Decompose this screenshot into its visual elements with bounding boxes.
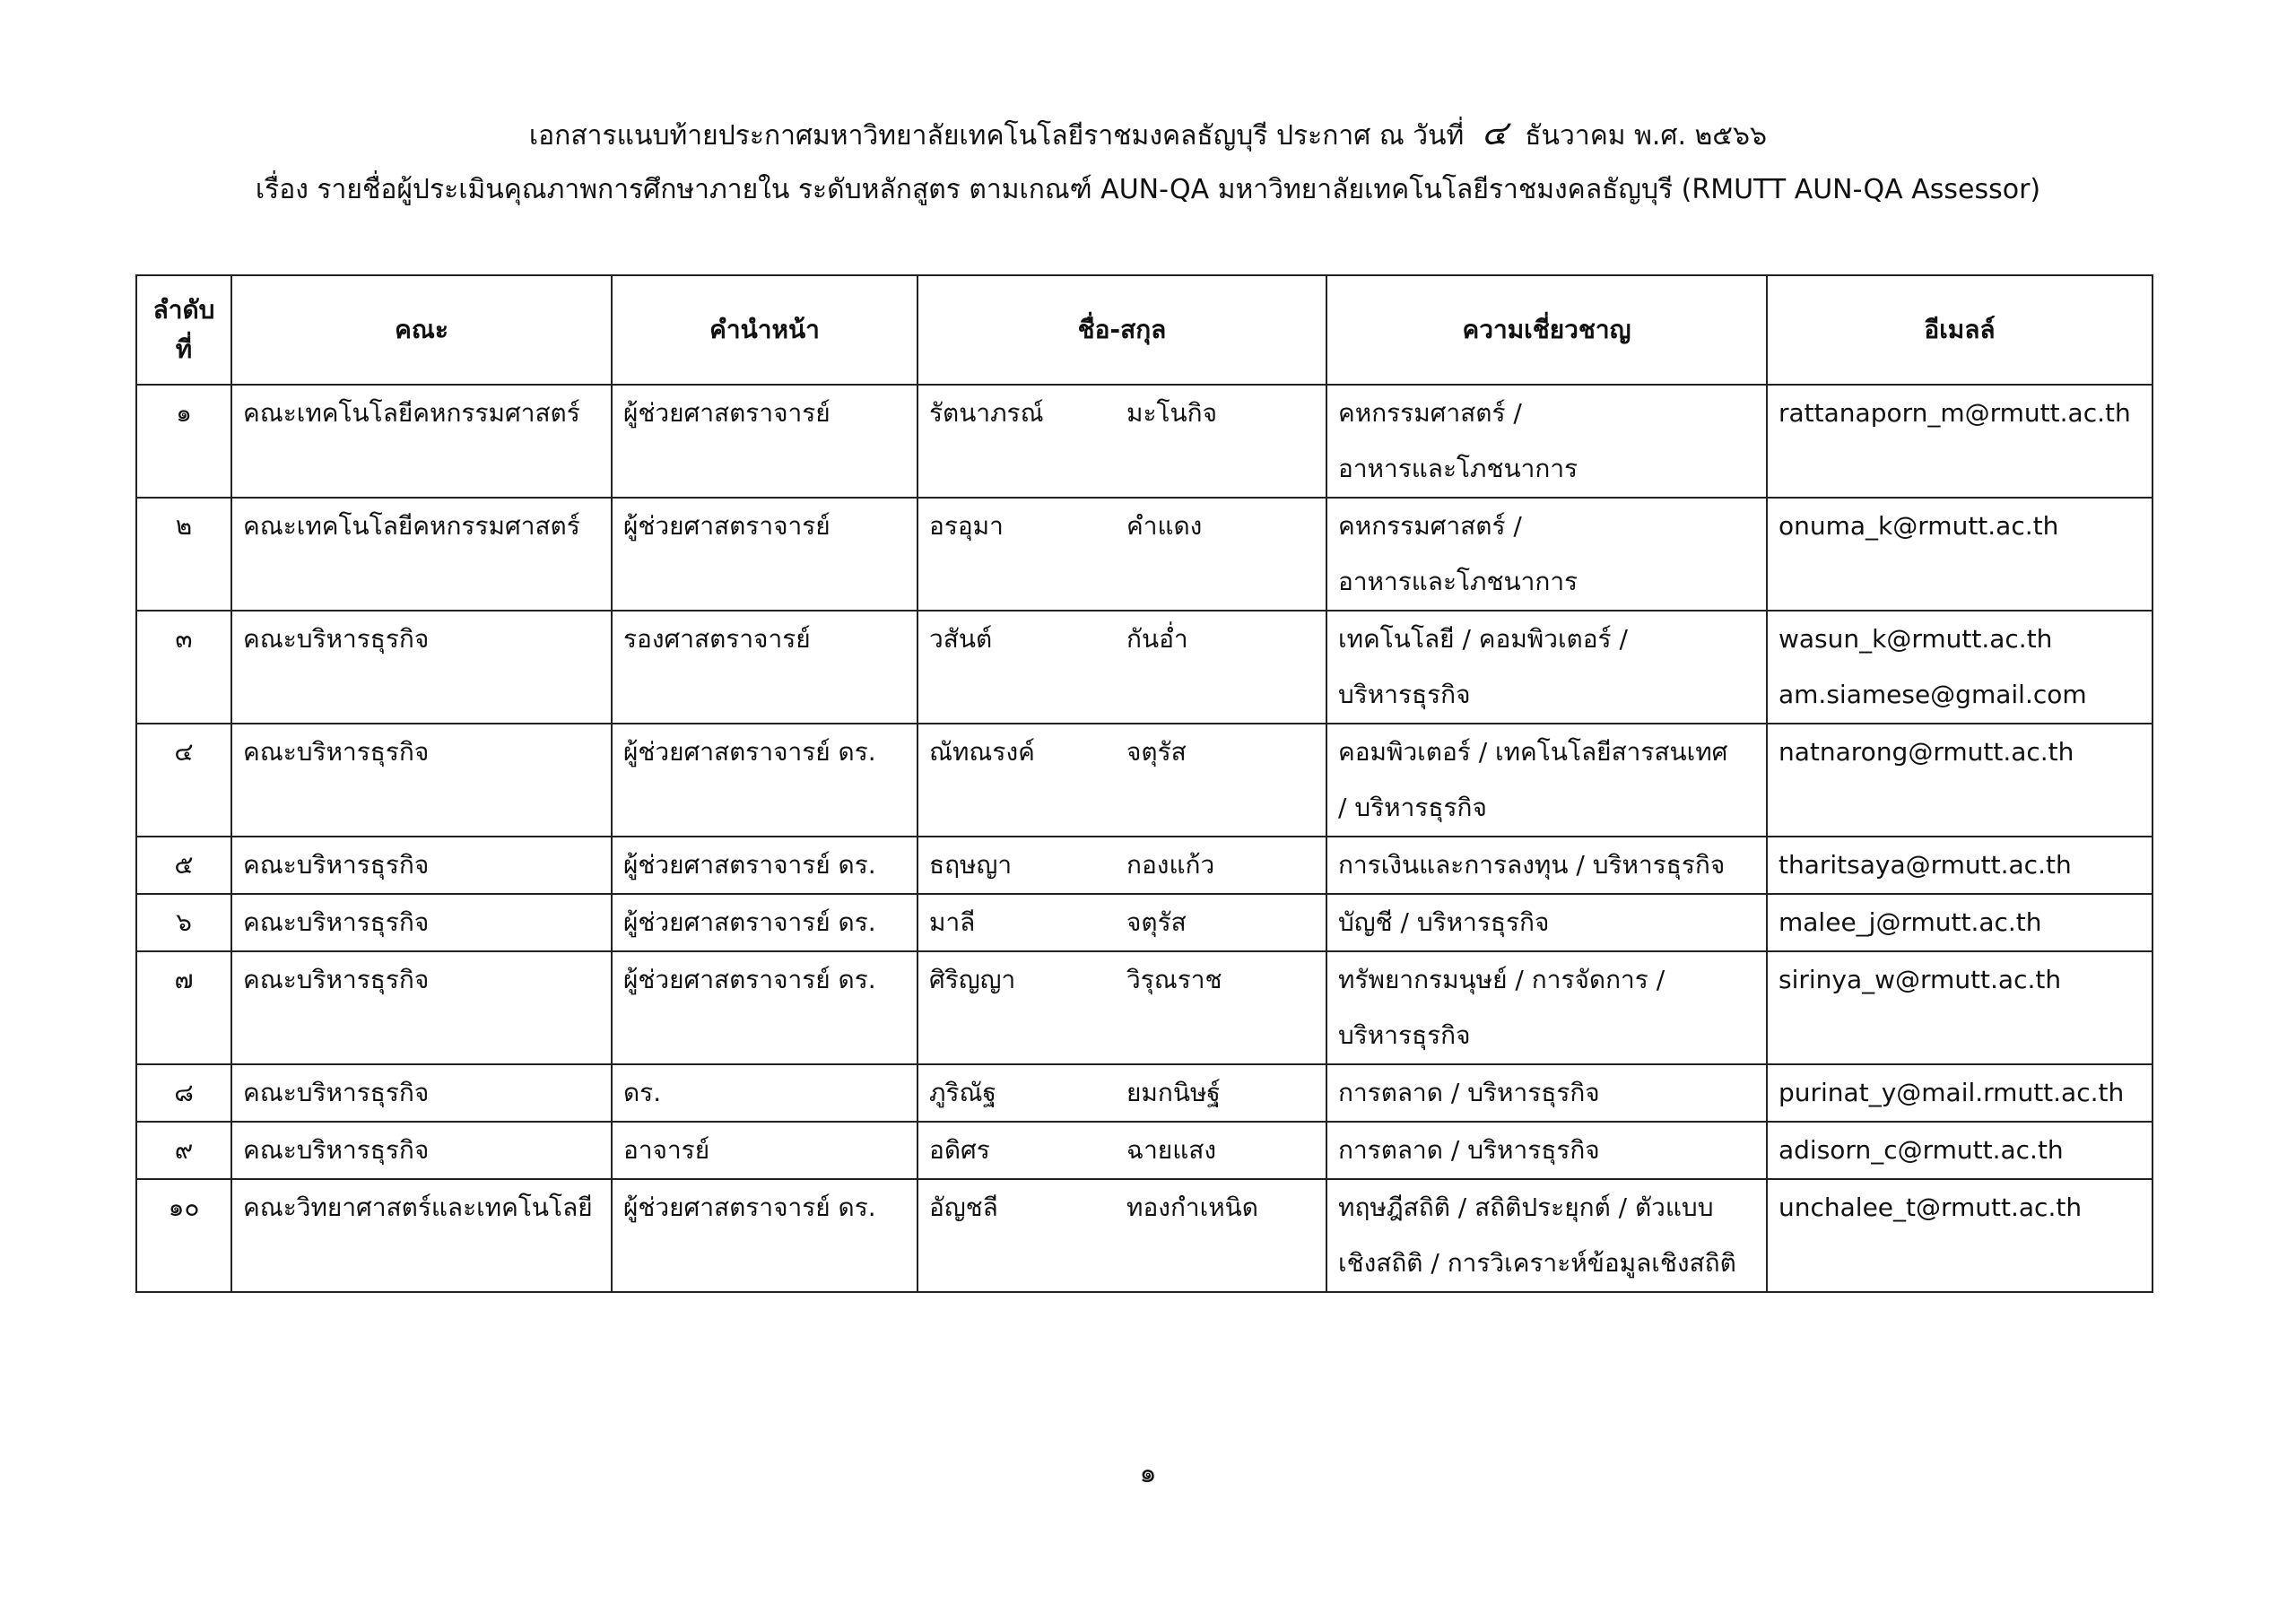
row-email-1[interactable]: onuma_k@rmutt.ac.th [1779,511,2059,541]
row-first-name: ธฤษญา [929,850,1013,880]
row-email [1767,837,2152,894]
row-faculty: คณะบริหารธุรกิจ [231,1064,612,1122]
table-row [136,1122,2152,1179]
row-expertise-line-2: / บริหารธุรกิจ [1338,793,1487,822]
row-last-name: จตุรัส [1126,907,1187,937]
row-email-1[interactable]: tharitsaya@rmutt.ac.th [1779,850,2072,880]
row-email-1[interactable]: adisorn_c@rmutt.ac.th [1779,1135,2064,1165]
page-number: ๑ [1139,1458,1157,1489]
row-name [918,498,1326,611]
table-row [136,1064,2152,1122]
row-expertise-line-1: การเงินและการลงทุน / บริหารธุรกิจ [1338,850,1726,880]
row-no: ๒ [136,498,231,611]
row-last-name: กองแก้ว [1126,850,1215,880]
row-email-1[interactable]: rattanaporn_m@rmutt.ac.th [1779,398,2131,428]
row-expertise [1326,1122,1767,1179]
table-row [136,498,2152,611]
row-email [1767,894,2152,951]
row-name [918,1122,1326,1179]
row-expertise [1326,951,1767,1064]
row-expertise [1326,385,1767,498]
row-expertise-line-1: ทฤษฎีสถิติ / สถิติประยุกต์ / ตัวแบบ [1338,1193,1714,1222]
row-name [918,1064,1326,1122]
row-name [918,724,1326,837]
row-no: ๖ [136,894,231,951]
row-name [918,1179,1326,1292]
row-expertise-line-1: คอมพิวเตอร์ / เทคโนโลยีสารสนเทศ [1338,737,1728,767]
row-last-name: ฉายแสง [1126,1135,1217,1165]
row-email-1[interactable]: sirinya_w@rmutt.ac.th [1779,965,2062,994]
row-name [918,611,1326,724]
row-email [1767,385,2152,498]
table-row [136,724,2152,837]
row-first-name: อดิศร [929,1135,990,1165]
row-expertise-line-1: การตลาด / บริหารธุรกิจ [1338,1135,1600,1165]
row-faculty: คณะบริหารธุรกิจ [231,724,612,837]
row-email-1[interactable]: malee_j@rmutt.ac.th [1779,907,2042,937]
row-title: ดร. [612,1064,918,1122]
table-row [136,837,2152,894]
row-expertise [1326,611,1767,724]
row-expertise-line-2: เชิงสถิติ / การวิเคราะห์ข้อมูลเชิงสถิติ [1338,1248,1736,1278]
row-expertise [1326,894,1767,951]
row-expertise [1326,1179,1767,1292]
row-title: ผู้ช่วยศาสตราจารย์ ดร. [612,894,918,951]
row-last-name: กันอ่ำ [1126,624,1188,654]
row-faculty: คณะบริหารธุรกิจ [231,837,612,894]
row-name [918,951,1326,1064]
row-title: รองศาสตราจารย์ [612,611,918,724]
row-no: ๔ [136,724,231,837]
row-name [918,837,1326,894]
row-expertise-line-1: บัญชี / บริหารธุรกิจ [1338,907,1550,937]
header-date-day: ๔ [1481,113,1508,152]
header-no [136,275,231,385]
row-email-2[interactable]: am.siamese@gmail.com [1779,680,2087,709]
row-first-name: ภูริณัฐ [929,1078,996,1107]
header-email: อีเมลล์ [1767,275,2152,385]
row-faculty: คณะบริหารธุรกิจ [231,611,612,724]
header-no-line-1: ลำดับ [152,295,215,325]
row-expertise-line-2: อาหารและโภชนาการ [1338,567,1578,596]
row-expertise [1326,724,1767,837]
row-expertise-line-1: ทรัพยากรมนุษย์ / การจัดการ / [1338,965,1665,994]
header-name: ชื่อ-สกุล [918,275,1326,385]
row-expertise-line-1: เทคโนโลยี / คอมพิวเตอร์ / [1338,624,1628,654]
row-no: ๘ [136,1064,231,1122]
row-email-1[interactable]: natnarong@rmutt.ac.th [1779,737,2074,767]
row-email-1[interactable]: unchalee_t@rmutt.ac.th [1779,1193,2083,1222]
row-email-1[interactable]: wasun_k@rmutt.ac.th [1779,624,2053,654]
row-no: ๙ [136,1122,231,1179]
row-title: ผู้ช่วยศาสตราจารย์ ดร. [612,724,918,837]
header-line-2: เรื่อง รายชื่อผู้ประเมินคุณภาพการศึกษาภายใน ระดับหลักสูตร ตามเกณฑ์ AUN-QA มหาวิทยาลัยเทคโนโลยีราชมงคลธัญบุรี (RMUTT AUN-QA Assessor) [255,174,2041,205]
header-no-line-2: ที่ [175,334,193,364]
row-last-name: มะโนกิจ [1126,398,1218,428]
row-expertise [1326,837,1767,894]
row-expertise-line-2: อาหารและโภชนาการ [1338,454,1578,483]
row-faculty: คณะเทคโนโลยีคหกรรมศาสตร์ [231,498,612,611]
row-no: ๓ [136,611,231,724]
row-faculty: คณะบริหารธุรกิจ [231,951,612,1064]
row-expertise-line-1: การตลาด / บริหารธุรกิจ [1338,1078,1600,1107]
row-name [918,894,1326,951]
header-expertise: ความเชี่ยวชาญ [1326,275,1767,385]
row-faculty: คณะบริหารธุรกิจ [231,894,612,951]
row-expertise-line-1: คหกรรมศาสตร์ / [1338,398,1522,428]
row-no: ๕ [136,837,231,894]
row-no: ๑๐ [136,1179,231,1292]
table-row [136,1179,2152,1292]
row-title: อาจารย์ [612,1122,918,1179]
row-email [1767,951,2152,1064]
table-row [136,385,2152,498]
row-first-name: รัตนาภรณ์ [929,398,1044,428]
row-title: ผู้ช่วยศาสตราจารย์ [612,498,918,611]
row-last-name: ยมกนิษฐ์ [1126,1078,1221,1107]
row-first-name: มาลี [929,907,976,937]
row-first-name: อัญชลี [929,1193,998,1222]
row-first-name: ศิริญญา [929,965,1016,994]
row-email [1767,611,2152,724]
row-no: ๑ [136,385,231,498]
row-no: ๗ [136,951,231,1064]
row-email [1767,724,2152,837]
row-expertise-line-2: บริหารธุรกิจ [1338,1020,1471,1050]
row-title: ผู้ช่วยศาสตราจารย์ ดร. [612,837,918,894]
row-last-name: จตุรัส [1126,737,1187,767]
document-header [0,106,2296,217]
row-name [918,385,1326,498]
header-line-1-suffix: ธันวาคม พ.ศ. ๒๕๖๖ [1525,120,1768,152]
row-faculty: คณะวิทยาศาสตร์และเทคโนโลยี [231,1179,612,1292]
header-title: คำนำหน้า [612,275,918,385]
row-title: ผู้ช่วยศาสตราจารย์ ดร. [612,1179,918,1292]
assessor-table [135,274,2153,1293]
row-email [1767,1179,2152,1292]
table-row [136,894,2152,951]
row-last-name: คำแดง [1126,511,1203,541]
row-last-name: ทองกำเหนิด [1126,1193,1258,1222]
row-first-name: วสันต์ [929,624,993,654]
row-first-name: อรอุมา [929,511,1004,541]
row-expertise [1326,498,1767,611]
header-faculty: คณะ [231,275,612,385]
row-email [1767,498,2152,611]
row-email [1767,1064,2152,1122]
header-line-1-prefix: เอกสารแนบท้ายประกาศมหาวิทยาลัยเทคโนโลยีราชมงคลธัญบุรี ประกาศ ณ วันที่ [528,120,1465,152]
table-row [136,611,2152,724]
row-expertise [1326,1064,1767,1122]
header-line-1 [0,106,2296,163]
table-header-row [136,275,2152,385]
row-faculty: คณะเทคโนโลยีคหกรรมศาสตร์ [231,385,612,498]
row-expertise-line-1: คหกรรมศาสตร์ / [1338,511,1522,541]
row-first-name: ณัทณรงค์ [929,737,1035,767]
row-email-1[interactable]: purinat_y@mail.rmutt.ac.th [1779,1078,2125,1107]
row-faculty: คณะบริหารธุรกิจ [231,1122,612,1179]
row-email [1767,1122,2152,1179]
row-title: ผู้ช่วยศาสตราจารย์ ดร. [612,951,918,1064]
row-expertise-line-2: บริหารธุรกิจ [1338,680,1471,709]
row-last-name: วิรุณราช [1126,965,1222,994]
row-title: ผู้ช่วยศาสตราจารย์ [612,385,918,498]
table-row [136,951,2152,1064]
